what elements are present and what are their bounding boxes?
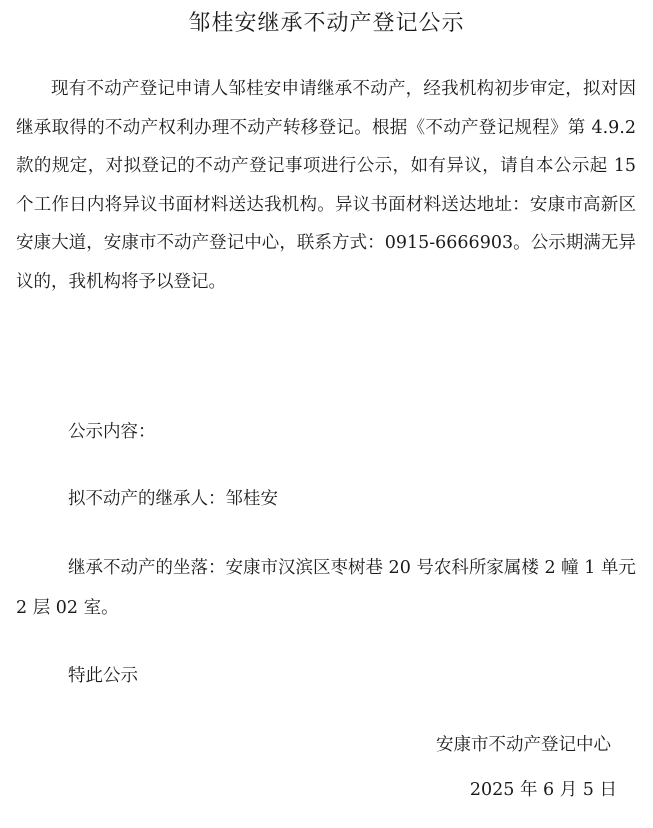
closing-text: 特此公示: [68, 666, 138, 686]
notice-body-paragraph: 现有不动产登记申请人邹桂安申请继承不动产，经我机构初步审定，拟对因继承取得的不动产权利办理不动产转移登记。根据《不动产登记规程》第 4.9.2 款的规定，对拟登记的不动产登记事项进行公示，如有异议，请自本公示起 15 个工作日内将异议书面材料送达我机构。异议书面材料送达地址：安康市高新区安康大道，安康市不动产登记中心，联系方式：0915-6666903。公示期满无异议的，我机构将予以登记。: [16, 79, 636, 292]
notice-title: 邹桂安继承不动产登记公示: [188, 11, 465, 36]
issue-date: 2025 年 6 月 5 日: [469, 780, 617, 800]
content-heading: 公示内容：: [68, 422, 156, 442]
heir-line: 拟不动产的继承人：邹桂安: [68, 489, 278, 509]
property-location: 继承不动产的坐落：安康市汉滨区枣树巷 20 号农科所家属楼 2 幢 1 单元 2 层 02 室。: [16, 558, 636, 618]
issuer-name: 安康市不动产登记中心: [436, 735, 611, 755]
